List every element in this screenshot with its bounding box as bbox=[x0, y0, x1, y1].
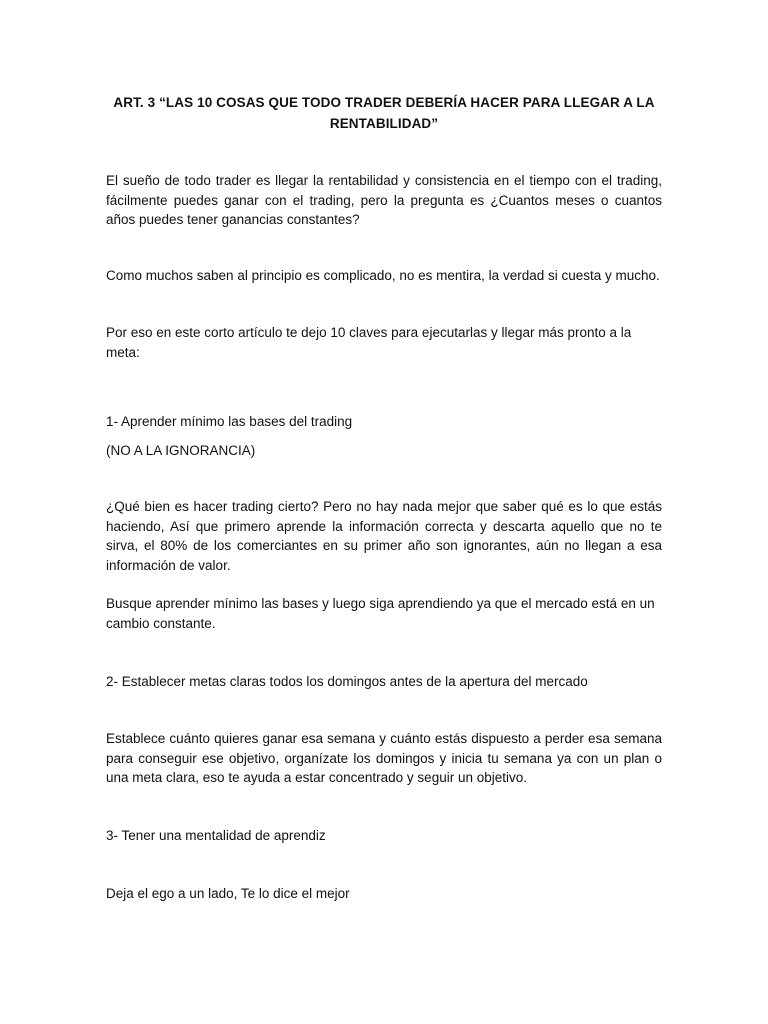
key-2-body-paragraph: Establece cuánto quieres ganar esa semana y cuánto estás dispuesto a perder esa semana para conseguir ese objetivo, organízate los domingos y inicia tu semana ya con un plan o una meta clara, eso te ayuda a estar concentrado y seguir un objetivo. bbox=[106, 731, 662, 785]
difficulty-paragraph: Como muchos saben al principio es complicado, no es mentira, la verdad si cuesta y mucho. bbox=[106, 268, 660, 283]
key-1-followup-paragraph: Busque aprender mínimo las bases y luego siga aprendiendo ya que el mercado está en un cambio constante. bbox=[106, 596, 655, 631]
article-title: ART. 3 “LAS 10 COSAS QUE TODO TRADER DEBERÍA HACER PARA LLEGAR A LA RENTABILIDAD” bbox=[113, 95, 655, 131]
keys-intro-paragraph: Por eso en este corto artículo te dejo 10 claves para ejecutarlas y llegar más pronto a la meta: bbox=[106, 325, 632, 360]
key-1-subheading: (NO A LA IGNORANCIA) bbox=[106, 443, 256, 458]
key-1-heading: 1- Aprender mínimo las bases del trading bbox=[106, 414, 353, 429]
key-1-body-paragraph: ¿Qué bien es hacer trading cierto? Pero no hay nada mejor que saber qué es lo que estás haciendo, Así que primero aprende la información correcta y descarta aquello que no te sirva, el 80% de los comerciantes en su primer año son ignorantes, aún no llegan a esa información de valor. bbox=[106, 499, 662, 573]
key-3-body-paragraph: Deja el ego a un lado, Te lo dice el mejor bbox=[106, 886, 350, 901]
intro-paragraph: El sueño de todo trader es llegar la rentabilidad y consistencia en el tiempo con el trading, fácilmente puedes ganar con el trading, pero la pregunta es ¿Cuantos meses o cuantos años puedes tener ganancias constantes? bbox=[106, 173, 662, 227]
key-2-heading: 2- Establecer metas claras todos los domingos antes de la apertura del mercado bbox=[106, 674, 588, 689]
key-3-heading: 3- Tener una mentalidad de aprendiz bbox=[106, 828, 326, 843]
